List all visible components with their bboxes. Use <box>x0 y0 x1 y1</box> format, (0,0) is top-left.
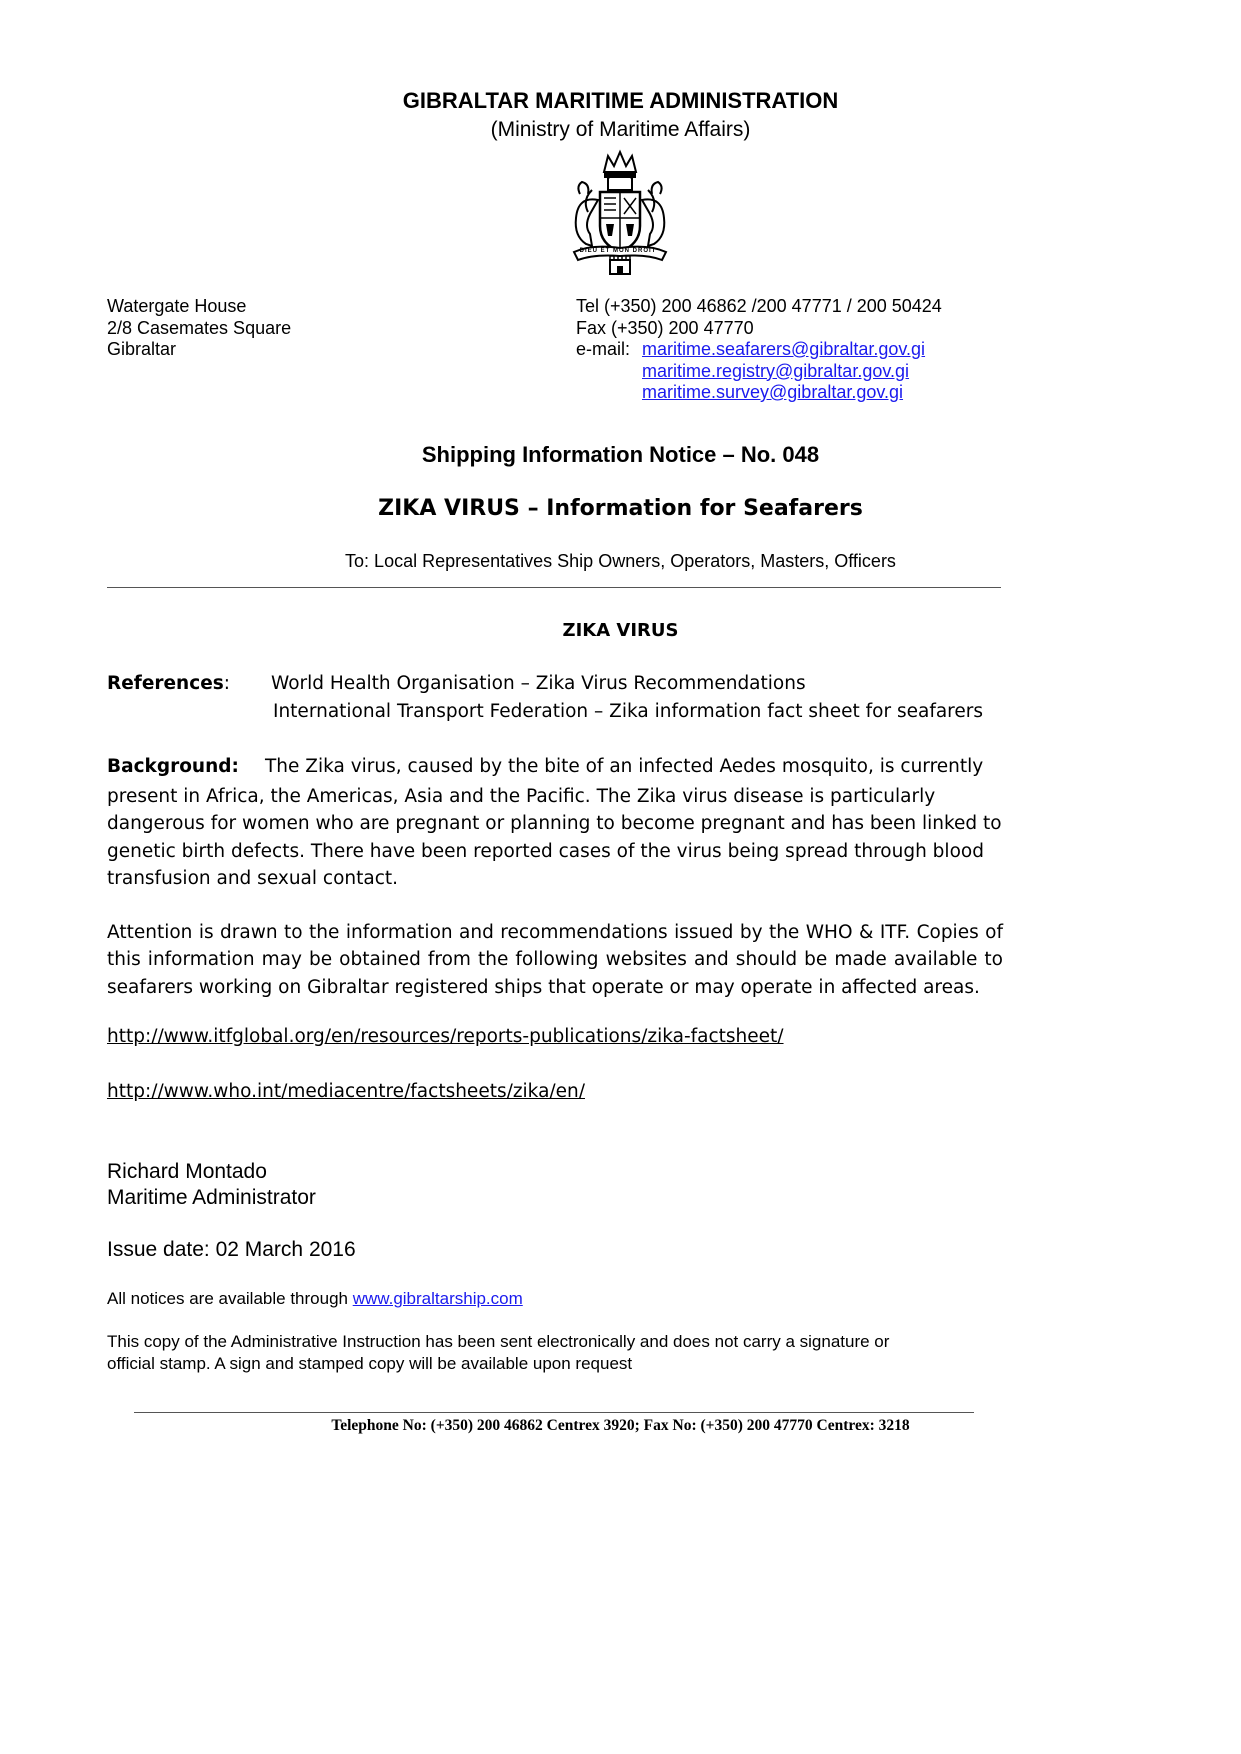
reference-item: International Transport Federation – Zika information fact sheet for seafarers <box>273 701 984 722</box>
background-label: Background: <box>107 756 239 777</box>
disclaimer-line: This copy of the Administrative Instruction has been sent electronically and does not carry a signature or <box>107 1332 890 1351</box>
signatory-role: Maritime Administrator <box>107 1186 316 1209</box>
references-colon: : <box>223 673 230 694</box>
gibraltarship-link[interactable]: www.gibraltarship.com <box>352 1289 523 1308</box>
crest-motto: DIEU ET MON DROIT <box>579 248 657 254</box>
fax-number: Fax (+350) 200 47770 <box>576 317 754 338</box>
issue-date: Issue date: 02 March 2016 <box>107 1238 356 1261</box>
itf-factsheet-link[interactable]: http://www.itfglobal.org/en/resources/reports-publications/zika-factsheet/ <box>107 1026 784 1047</box>
background-line: The Zika virus, caused by the bite of an infected Aedes mosquito, is currently <box>265 756 984 777</box>
address-line: Watergate House <box>107 296 247 316</box>
section-heading: ZIKA VIRUS <box>562 620 679 641</box>
signatory-name: Richard Montado <box>107 1160 267 1183</box>
email-seafarers-link[interactable]: maritime.seafarers@gibraltar.gov.gi <box>642 339 926 359</box>
contact-block <box>576 296 1196 404</box>
attention-line: Attention is drawn to the information and recommendations issued by the WHO & ITF. Copies of <box>107 922 1003 943</box>
signatory <box>107 1159 316 1211</box>
header-divider <box>107 587 1001 588</box>
address-line: Gibraltar <box>107 339 177 359</box>
email-survey-link[interactable]: maritime.survey@gibraltar.gov.gi <box>642 382 904 402</box>
who-factsheet-link[interactable]: http://www.who.int/mediacentre/factsheets/zika/en/ <box>107 1081 585 1102</box>
coat-of-arms-crest-icon <box>552 148 688 280</box>
references-label-row <box>107 673 230 694</box>
email-registry-link[interactable]: maritime.registry@gibraltar.gov.gi <box>642 360 910 381</box>
background-paragraph <box>107 783 1002 892</box>
ministry-name: (Ministry of Maritime Affairs) <box>490 118 751 141</box>
email-row <box>576 339 1196 361</box>
background-line: genetic birth defects. There have been reported cases of the virus being spread through blood <box>107 840 984 862</box>
notices-availability <box>107 1289 523 1309</box>
background-line: dangerous for women who are pregnant or planning to become pregnant and has been linked to <box>107 813 1002 835</box>
org-name: GIBRALTAR MARITIME ADMINISTRATION <box>402 88 839 113</box>
disclaimer <box>107 1331 889 1374</box>
attention-line: this information may be obtained from the following websites and should be made available to <box>107 949 1003 971</box>
attention-paragraph <box>107 919 1003 1001</box>
notices-text: All notices are available through <box>107 1289 353 1308</box>
references-label: References <box>107 673 224 694</box>
footer-contact: Telephone No: (+350) 200 46862 Centrex 3920; Fax No: (+350) 200 47770 Centrex: 3218 <box>331 1417 910 1434</box>
notice-number: Shipping Information Notice – No. 048 <box>421 442 820 467</box>
attention-line: seafarers working on Gibraltar registered ships that operate or may operate in affected areas. <box>107 976 980 998</box>
notice-recipients: To: Local Representatives Ship Owners, Operators, Masters, Officers <box>345 551 896 571</box>
footer-divider <box>134 1412 974 1413</box>
disclaimer-line: official stamp. A sign and stamped copy will be available upon request <box>107 1353 633 1373</box>
telephone-numbers: Tel (+350) 200 46862 /200 47771 / 200 50424 <box>576 296 942 316</box>
notice-title: ZIKA VIRUS – Information for Seafarers <box>378 496 863 521</box>
email-label: e-mail: <box>576 339 631 359</box>
background-line: present in Africa, the Americas, Asia and the Pacific. The Zika virus disease is particularly <box>107 786 936 807</box>
address-block <box>107 296 291 361</box>
background-line: transfusion and sexual contact. <box>107 867 399 889</box>
reference-item: World Health Organisation – Zika Virus Recommendations <box>271 673 806 694</box>
address-line: 2/8 Casemates Square <box>107 317 292 338</box>
